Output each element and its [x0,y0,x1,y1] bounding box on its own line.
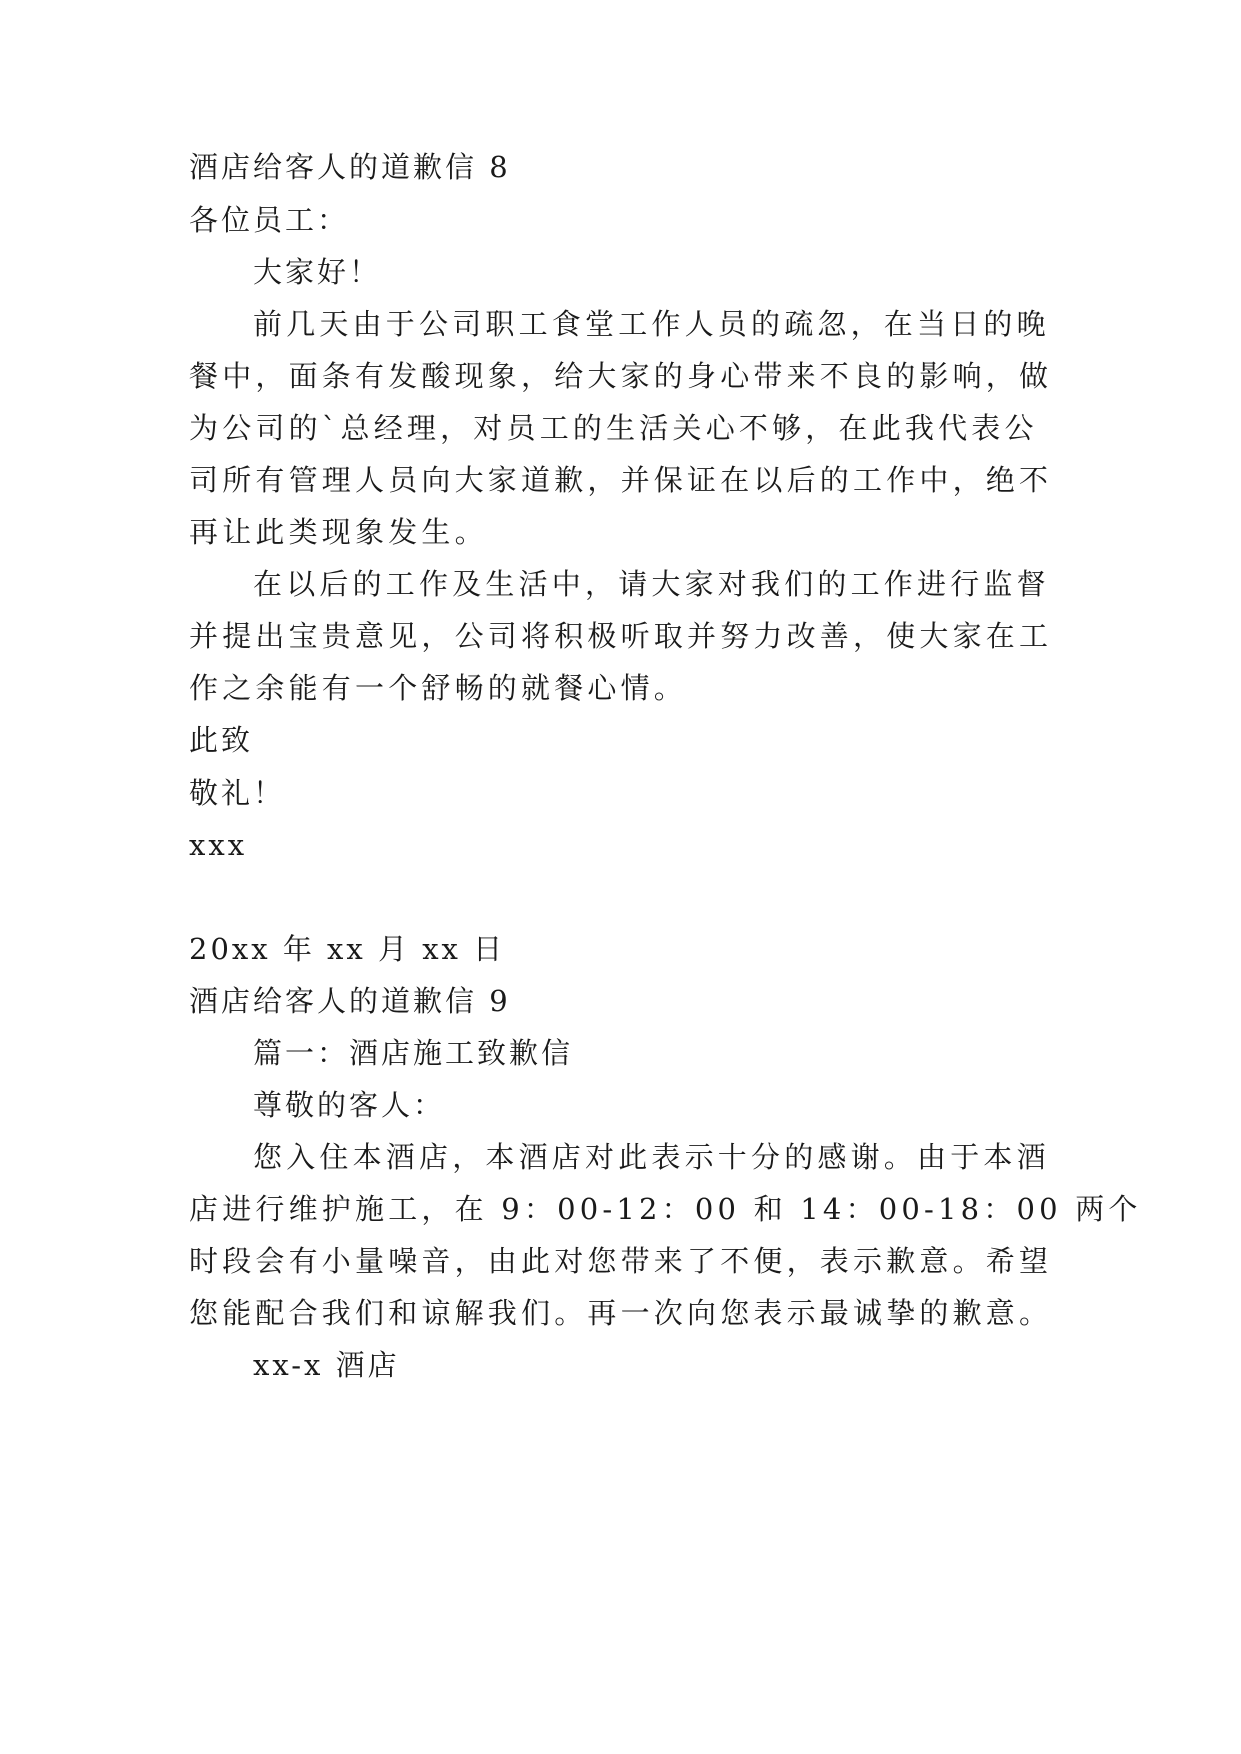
letter8-para2-line: 在以后的工作及生活中，请大家对我们的工作进行监督 [253,567,1050,601]
letter8-salutation: 各位员工： [189,203,350,237]
letter8-closing-2: 敬礼！ [189,776,286,810]
letter8-closing-1: 此致 [189,723,254,757]
letter8-para1-line: 前几天由于公司职工食堂工作人员的疏忽，在当日的晚 [253,307,1050,341]
letter9-subtitle: 篇一：酒店施工致歉信 [253,1036,574,1070]
letter8-para1-line: 餐中，面条有发酸现象，给大家的身心带来不良的影响，做 [189,359,1053,393]
letter8-para2-line: 并提出宝贵意见，公司将积极听取并努力改善，使大家在工 [189,619,1053,653]
letter8-para1-line: 为公司的`总经理，对员工的生活关心不够，在此我代表公 [189,411,1038,445]
letter9-salutation: 尊敬的客人： [253,1088,446,1122]
letter9-title: 酒店给客人的道歉信 9 [189,984,511,1018]
letter8-title: 酒店给客人的道歉信 8 [189,150,511,184]
letter9-para1-line: 您入住本酒店，本酒店对此表示十分的感谢。由于本酒 [253,1140,1050,1174]
letter8-para2-line: 作之余能有一个舒畅的就餐心情。 [189,671,688,705]
letter9-signature: xx-x 酒店 [253,1348,400,1382]
letter8-date: 20xx 年 xx 月 xx 日 [189,932,506,966]
letter9-para1-line: 您能配合我们和谅解我们。再一次向您表示最诚挚的歉意。 [189,1296,1053,1330]
letter9-para1-line: 店进行维护施工，在 9：00-12：00 和 14：00-18：00 两个 [189,1192,1142,1226]
letter8-signature: xxx [189,828,248,862]
letter8-para1-line: 再让此类现象发生。 [189,515,488,549]
letter8-greeting: 大家好！ [253,255,382,289]
letter9-para1-line: 时段会有小量噪音，由此对您带来了不便，表示歉意。希望 [189,1244,1053,1278]
letter8-para1-line: 司所有管理人员向大家道歉，并保证在以后的工作中，绝不 [189,463,1053,497]
